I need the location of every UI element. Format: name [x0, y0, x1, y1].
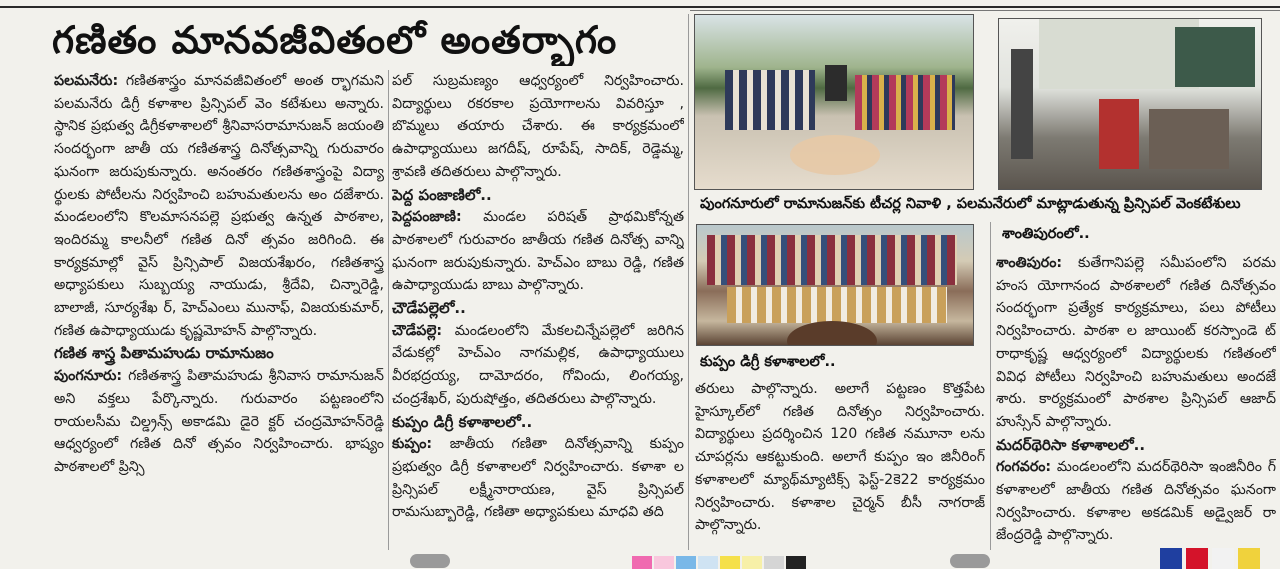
dateline-pedda-panjani: పెద్దపంజాణి:: [392, 209, 462, 226]
color-swatch: [764, 556, 784, 569]
people-group-shape: [725, 70, 815, 130]
subheading-ramanujam: గణిత శాస్త్ర పితామహుడు రామానుజం: [54, 344, 274, 363]
registration-mark: [950, 554, 990, 568]
seated-figure: [1099, 99, 1139, 169]
dateline-shantipuram: శాంతిపురం:: [996, 255, 1063, 271]
paragraph-continued: తరులు పాల్గొన్నారు. అలాగే పట్టణం కొత్తపేట హైస్కూల్‌లో గణిత దినోత్సం నిర్వహించారు. విద్యార్థులు ప్రదర్శించిన 120 గణిత నమూనా లను చూపర్లను ఆకట్టుకుంది. అలాగే కుప్పం ఇం జినీరింగ్ కళాశాలలో మ్యాథ్‌మ్యాటిక్స్ ఫెస్ట్-2కె22 కార్యక్రమం నిర్వహించారు. కళాశాల చైర్మన్ బీసీ నాగరాజ్ పాల్గొన్నారు.: [695, 381, 985, 534]
paragraph-pedda-panjani: [392, 206, 684, 297]
color-swatch: [632, 556, 652, 569]
article-column-3: [695, 378, 985, 548]
portrait-shape: [825, 65, 847, 101]
portrait-rangoli-shape: [787, 321, 877, 346]
article-column-2: [392, 70, 684, 560]
paragraph-text: మండలంలోని మదర్‌థెరిసా ఇంజినీరిం గ్ కళాశాలలో జాతీయ గణిత దినోత్సవం ఘనంగా నిర్వహించారు. కళాశాల అకడమిక్ అడ్వైజర్ రా జేంద్రరెడ్డి పాల్గొన్నారు.: [996, 459, 1276, 544]
paragraph-palamaneru: [54, 70, 384, 342]
paragraph-text: కుతేగానిపల్లె సమీపంలోని పరమ హంస యోగానంద పాఠశాలలో గణిత దినోత్సవం సందర్భంగా ప్రత్యేక కార్యక్రమాలు, పలు పోటీలు నిర్వహించారు. పాఠశా ల జాయింట్ కరస్పాండె ట్ రాధాకృష్ణ ఆధ్వర్యంలో విద్యార్థులకు గణితంలో వివిధ పోటీలు నిర్వహించి బహుమతులు అందజే శారు. కార్యక్రమంలో పాఠశాల ప్రిన్సిపల్ ఆజాద్ హుస్సేన్ పాల్గొన్నారు.: [996, 255, 1276, 430]
people-group-shape: [727, 287, 947, 323]
dateline-kuppam: కుప్పం:: [392, 436, 433, 453]
dateline-punganuru: పుంగనూరు:: [54, 368, 123, 385]
subheading-kuppam: కుప్పం డిగ్రీ కళాశాలలో..: [392, 412, 533, 431]
paragraph-text: జాతీయ గణితా దినోత్సవాన్ని కుప్పం ప్రభుత్వం డిగ్రీ కళాశాలలో నిర్వహించారు. కళాశా ల ప్రిన్సిపల్ లక్ష్మీనారాయణ, వైస్ ప్రిన్సిపల్ రామసుబ్బారెడ్డి, గణితా అధ్యాపకులు మాధవి తది: [392, 436, 684, 521]
color-swatch: [1160, 548, 1182, 569]
greenboard-shape: [1175, 27, 1255, 87]
paragraph-punganuru: [54, 365, 384, 479]
color-swatch: [1238, 548, 1260, 569]
column-divider: [388, 70, 389, 550]
speaker-figure: [1011, 49, 1033, 159]
subheading-pedda-panjani: పెద్ద పంజాణిలో..: [392, 185, 492, 204]
article-column-4: [996, 252, 1276, 552]
headline: గణితం మానవజీవితంలో అంతర్భాగం: [52, 18, 618, 62]
color-swatch: [720, 556, 740, 569]
column-divider: [990, 222, 991, 550]
photo-punganuru-tribute: [694, 14, 974, 190]
photo-palamaneru-principal: [998, 18, 1262, 190]
color-swatch: [1186, 548, 1208, 569]
top-rule: [0, 6, 1280, 8]
photo-kuppam-college: [696, 224, 974, 346]
color-swatch: [786, 556, 806, 569]
article-column-1: [54, 70, 384, 560]
paragraph-text: గణితశాస్త్ర పితామహుడు శ్రీనివాస రామానుజన్ అని వక్తలు పేర్కొన్నారు. గురువారం పట్టణంలోని రాయలసీమ చిల్డ్రన్స్ అకాడమి డైరె క్టర్ చంద్రమోహన్‌రెడ్డి ఆధ్వర్యంలో గణిత దినో త్సవం నిర్వహించారు. భాష్యం పాఠశాలలో ప్రిన్సి: [54, 368, 384, 475]
paragraph-text: మండల పరిషత్ ప్రాథమికోన్నత పాఠశాలలో గురువారం జాతీయ గణిత దినోత్స వాన్ని ఘనంగా జరుపుకున్నారు. హెచ్ఎం బాబు రెడ్డి, గణిత ఉపాధ్యాయుడు బాబు పాల్గొన్నారు.: [392, 209, 684, 294]
photo-caption-top: పుంగనూరులో రామానుజన్‌కు టీచర్ల నివాళి , పలమనేరులో మాట్లాడుతున్న ప్రిన్సిపల్ వెంకటేశులు: [700, 196, 1241, 212]
color-swatch: [1212, 548, 1234, 569]
color-swatch: [676, 556, 696, 569]
color-swatch: [698, 556, 718, 569]
rangoli-shape: [790, 135, 880, 175]
paragraph-gangavaram: [996, 456, 1276, 547]
paragraph-kuppam: [392, 433, 684, 524]
paragraph-chowdepalle: [392, 320, 684, 411]
dateline-gangavaram: గంగవరం:: [996, 459, 1052, 476]
seated-figure: [1149, 109, 1229, 169]
paragraph-text: గణితశాస్త్రం మానవజీవితంలో అంత ర్భాగమని పలమనేరు డిగ్రీ కళాశాల ప్రిన్సిపల్ వెం కటేశులు అన్నారు. స్థానిక ప్రభుత్వ డిగ్రీకళాశాలలో శ్రీనివాసరామానుజన్ జయంతి సందర్భంగా జాతీ య గణితశాస్త్ర దినోత్సవాన్ని గురువారం ఘనంగా జరుపుకున్నారు. అనంతరం గణితశాస్త్రంపై విద్యా ర్థులకు పోటీలను నిర్వహించి బహుమతులను అం దజేశారు. మండలంలోని కొలమాసనపల్లె ప్రభుత్వ ఉన్నత పాఠశాల, ఇందిరమ్మ కాలనీలో గణిత దినో త్సవం జరిగింది. ఈ కార్యక్రమాల్లో వైస్ ప్రిన్సిపాల్ విజయశేఖరం, గణితశాస్త్ర అధ్యాపకులు సుబ్బయ్య నాయుడు, శ్రీదేవి, చిన్నారెడ్డి, బాలాజీ, సూర్యశేఖ ర్, హెచ్ఎంలు మునాఫ్, విజయకుమార్, గణిత ఉపాధ్యాయుడు కృష్ణమోహన్ పాల్గొన్నారు.: [54, 73, 384, 339]
paragraph-continued: పల్ సుబ్రమణ్యం ఆధ్వర్యంలో నిర్వహించారు. విద్యార్థులు రకరకాల ప్రయోగాలను వివరిస్తూ , బొమ్మలు తయారు చేశారు. ఈ కార్యక్రమంలో ఉపాధ్యాయులు జగదీష్, రూపేష్, సాదిక్, రెడ్డెమ్మ, శ్రావణి తదితరులు పాల్గొన్నారు.: [392, 73, 684, 180]
paragraph-text: మండలంలోని మేకలచిన్నేపల్లెలో జరిగిన వేడుకల్లో హెచ్ఎం నాగమల్లిక, ఉపాధ్యాయులు వీరభద్రయ్య, దామోదరం, గోవిందు, లింగయ్య, చంద్రశేఖర్, పురుషోత్తం, తదితరులు పాల్గొన్నారు.: [392, 322, 684, 407]
people-group-shape: [855, 75, 955, 130]
dateline-palamaneru: పలమనేరు:: [54, 73, 119, 89]
color-swatch: [742, 556, 762, 569]
paragraph-shantipuram: [996, 252, 1276, 434]
dateline-chowdepalle: చౌడేపల్లె:: [392, 322, 443, 339]
photo-caption-kuppam: కుప్పం డిగ్రీ కళాశాలలో..: [700, 354, 836, 370]
subheading-shantipuram: శాంతిపురంలో..: [1002, 226, 1090, 242]
subheading-chowdepalle: చౌడేపల్లెలో..: [392, 299, 466, 318]
registration-mark: [410, 554, 450, 568]
people-group-shape: [707, 235, 957, 285]
top-rule-right: [690, 10, 1280, 11]
color-swatch: [654, 556, 674, 569]
column-divider: [688, 14, 689, 550]
subheading-mother-teresa: మదర్‌థెరిసా కళాశాలలో..: [996, 435, 1146, 454]
